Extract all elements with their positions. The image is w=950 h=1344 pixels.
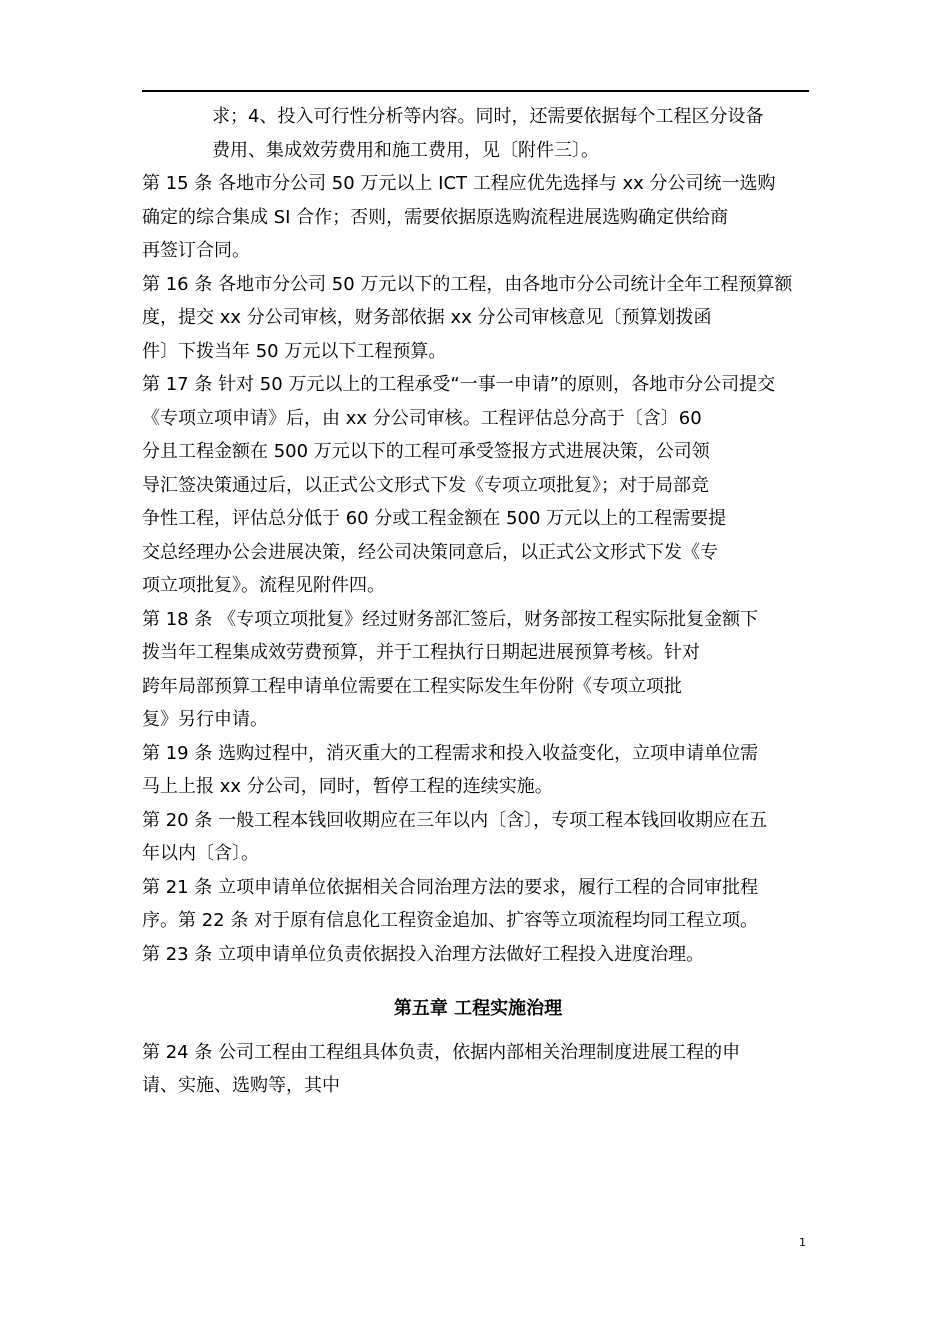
- paragraph-continuation: [142, 100, 814, 167]
- text-line: 年以内〔含〕。: [142, 843, 259, 864]
- text-line: 跨年局部预算工程申请单位需要在工程实际发生年份附《专项立项批: [142, 675, 682, 697]
- article-15: [142, 167, 814, 268]
- text-line: 第 21 条 立项申请单位依据相关合同治理方法的要求，履行工程的合同审批程: [142, 876, 759, 898]
- text-line: 复》另行申请。: [142, 709, 268, 730]
- text-line: 第 19 条 选购过程中，消灭重大的工程需求和投入收益变化，立项申请单位需: [142, 742, 759, 764]
- text-line: 第 18 条 《专项立项批复》经过财务部汇签后，财务部按工程实际批复金额下: [142, 608, 759, 630]
- text-line: 第 20 条 一般工程本钱回收期应在三年以内〔含〕，专项工程本钱回收期应在五: [142, 809, 768, 831]
- text-line: 确定的综合集成 SI 合作；否则，需要依据原选购流程进展选购确定供给商: [142, 206, 729, 228]
- page-number: 1: [799, 1236, 806, 1249]
- text-line: 拨当年工程集成效劳费预算，并于工程执行日期起进展预算考核。针对: [142, 642, 700, 663]
- text-line: 第 23 条 立项申请单位负责依据投入治理方法做好工程投入进度治理。: [142, 943, 705, 965]
- text-line: 争性工程，评估总分低于 60 分或工程金额在 500 万元以上的工程需要提: [142, 508, 727, 529]
- text-line: 件〕下拨当年 50 万元以下工程预算。: [142, 340, 447, 362]
- article-18: [142, 603, 814, 737]
- text-line: 第 15 条 各地市分公司 50 万元以上 ICT 工程应优先选择与 xx 分公司统一选购: [142, 173, 776, 194]
- text-line: 再签订合同。: [142, 240, 250, 261]
- text-line: 分且工程金额在 500 万元以下的工程可承受签报方式进展决策，公司领: [142, 441, 710, 462]
- text-line: 《专项立项申请》后，由 xx 分公司审核。工程评估总分高于〔含〕60: [142, 407, 702, 429]
- article-20: [142, 804, 814, 871]
- text-line: 第 24 条 公司工程由工程组具体负责，依据内部相关治理制度进展工程的申: [142, 1041, 741, 1063]
- document-body: [142, 100, 814, 1103]
- text-line: 第 16 条 各地市分公司 50 万元以下的工程，由各地市分公司统计全年工程预算额: [142, 273, 793, 295]
- text-line: 序。第 22 条 对于原有信息化工程资金追加、扩容等立项流程均同工程立项。: [142, 910, 759, 931]
- text-line: 第 17 条 针对 50 万元以上的工程承受“一事一申请”的原则，各地市分公司提交: [142, 374, 776, 395]
- text-line: 项立项批复》。流程见附件四。: [142, 575, 385, 596]
- text-line: 费用、集成效劳费用和施工费用，见〔附件三〕。: [212, 139, 599, 161]
- text-line: 请、实施、选购等，其中: [142, 1075, 340, 1096]
- text-line: 求；4、投入可行性分析等内容。同时，还需要依据每个工程区分设备: [212, 106, 764, 127]
- text-line: 度，提交 xx 分公司审核，财务部依据 xx 分公司审核意见〔预算划拨函: [142, 307, 712, 328]
- article-24: [142, 1036, 814, 1103]
- article-16: [142, 268, 814, 369]
- header-rule: [142, 90, 809, 92]
- article-17: [142, 368, 814, 603]
- chapter-title: 第五章 工程实施治理: [393, 998, 563, 1019]
- text-line: 交总经理办公会进展决策，经公司决策同意后，以正式公文形式下发《专: [142, 541, 718, 563]
- text-line: 导汇签决策通过后，以正式公文形式下发《专项立项批复》；对于局部竞: [142, 474, 709, 496]
- articles-21-23: [142, 871, 814, 972]
- article-19: [142, 737, 814, 804]
- text-line: 马上上报 xx 分公司，同时，暂停工程的连续实施。: [142, 776, 553, 797]
